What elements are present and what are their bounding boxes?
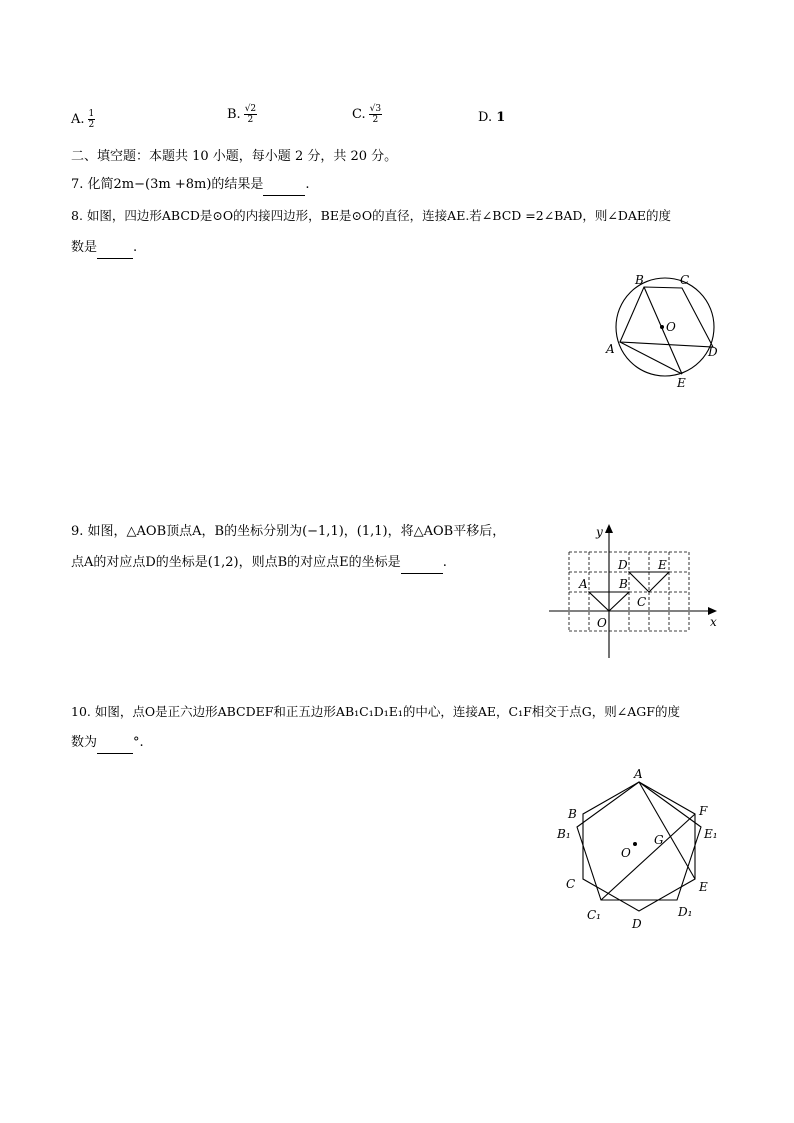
question-8-line2 [71,238,137,259]
question-9-line2 [71,553,447,574]
q9-x-arrow [708,607,717,615]
q8-text: 数是 [71,240,98,255]
question-8-line1: 8. 如图，四边形ABCD是⊙O的内接四边形，BE是⊙O的直径，连接AE.若∠BCD =2∠BAD，则∠DAE的度 [71,208,672,223]
q10-label-f: F [699,804,708,818]
q10-hexagon [583,782,695,911]
q10-label-g: G [654,833,664,847]
q9-label-o: O [597,616,607,630]
option-a-label: A. [71,112,85,127]
option-b-denominator: 2 [247,115,254,125]
q9-label-c: C [637,595,647,609]
q10-label-d1: D₁ [678,905,693,919]
q10-figure [550,762,730,937]
option-b-fraction [244,104,257,125]
q9-label-b: B [619,577,628,591]
q8-circle [616,278,714,376]
q10-label-d: D [632,917,642,931]
option-c-label: C. [352,107,366,122]
q9-label-a: A [579,577,588,591]
q9-answer-blank[interactable] [401,553,443,574]
q8-center-dot [660,325,664,329]
q9-label-e: E [658,558,667,572]
section-heading: 二、填空题：本题共 10 小题，每小题 2 分，共 20 分。 [71,149,398,164]
q8-label-e: E [677,376,686,390]
q8-figure [600,270,730,395]
q10-label-b1: B₁ [557,827,571,841]
option-d-value: 1 [496,110,506,125]
q9-figure [545,520,725,662]
option-d [478,110,505,125]
q8-period: . [133,240,138,255]
q8-label-c: C [680,273,690,287]
q10-line-ae [639,782,695,879]
q10-label-e: E [699,880,708,894]
q10-answer-blank[interactable] [97,733,133,754]
q9-label-d: D [618,558,628,572]
option-b-label: B. [227,107,241,122]
q9-label-x: x [710,615,717,629]
q10-label-b: B [568,807,577,821]
q7-answer-blank[interactable] [263,175,305,196]
option-a-fraction [88,109,96,130]
option-a-numerator: 1 [88,109,95,119]
question-9-line1: 9. 如图，△AOB顶点A，B的坐标分别为(−1,1)，(1,1)，将△AOB平移后， [71,524,506,539]
q7-text: 7. 化简2m−(3m +8m)的结果是 [71,177,264,192]
q8-label-a: A [606,342,615,356]
q10-label-e1: E₁ [704,827,718,841]
q8-chord-ae [620,342,682,374]
q10-text: 数为 [71,735,98,750]
option-d-label: D. [478,110,493,125]
option-c [352,104,382,125]
question-7 [71,175,310,196]
q7-period: . [305,177,310,192]
q9-y-arrow [605,524,613,533]
q10-label-o: O [621,846,631,860]
question-10-line2 [71,733,144,754]
q10-label-c: C [566,877,576,891]
q8-label-d: D [708,345,718,359]
q9-label-y: y [596,525,603,539]
q8-label-b: B [635,273,644,287]
q9-period: . [442,555,447,570]
q10-center-dot [633,842,637,846]
q10-label-c1: C₁ [587,908,601,922]
q8-answer-blank[interactable] [97,238,133,259]
q9-text: 点A的对应点D的坐标是(1,2)，则点B的对应点E的坐标是 [71,555,401,570]
option-a [71,109,95,130]
option-c-numerator: √3 [369,104,382,114]
q8-diameter-be [644,287,682,374]
option-b-numerator: √2 [244,104,257,114]
option-a-denominator: 2 [88,120,95,130]
option-c-fraction [369,104,382,125]
option-b [227,104,257,125]
q10-pentagon [577,782,701,900]
q10-degree: °. [133,735,144,750]
q10-label-a: A [634,767,643,781]
q8-label-o: O [666,320,676,334]
question-10-line1: 10. 如图，点O是正六边形ABCDEF和正五边形AB₁C₁D₁E₁的中心，连接AE，C₁F相交于点G，则∠AGF的度 [71,704,680,719]
option-c-denominator: 2 [372,115,379,125]
